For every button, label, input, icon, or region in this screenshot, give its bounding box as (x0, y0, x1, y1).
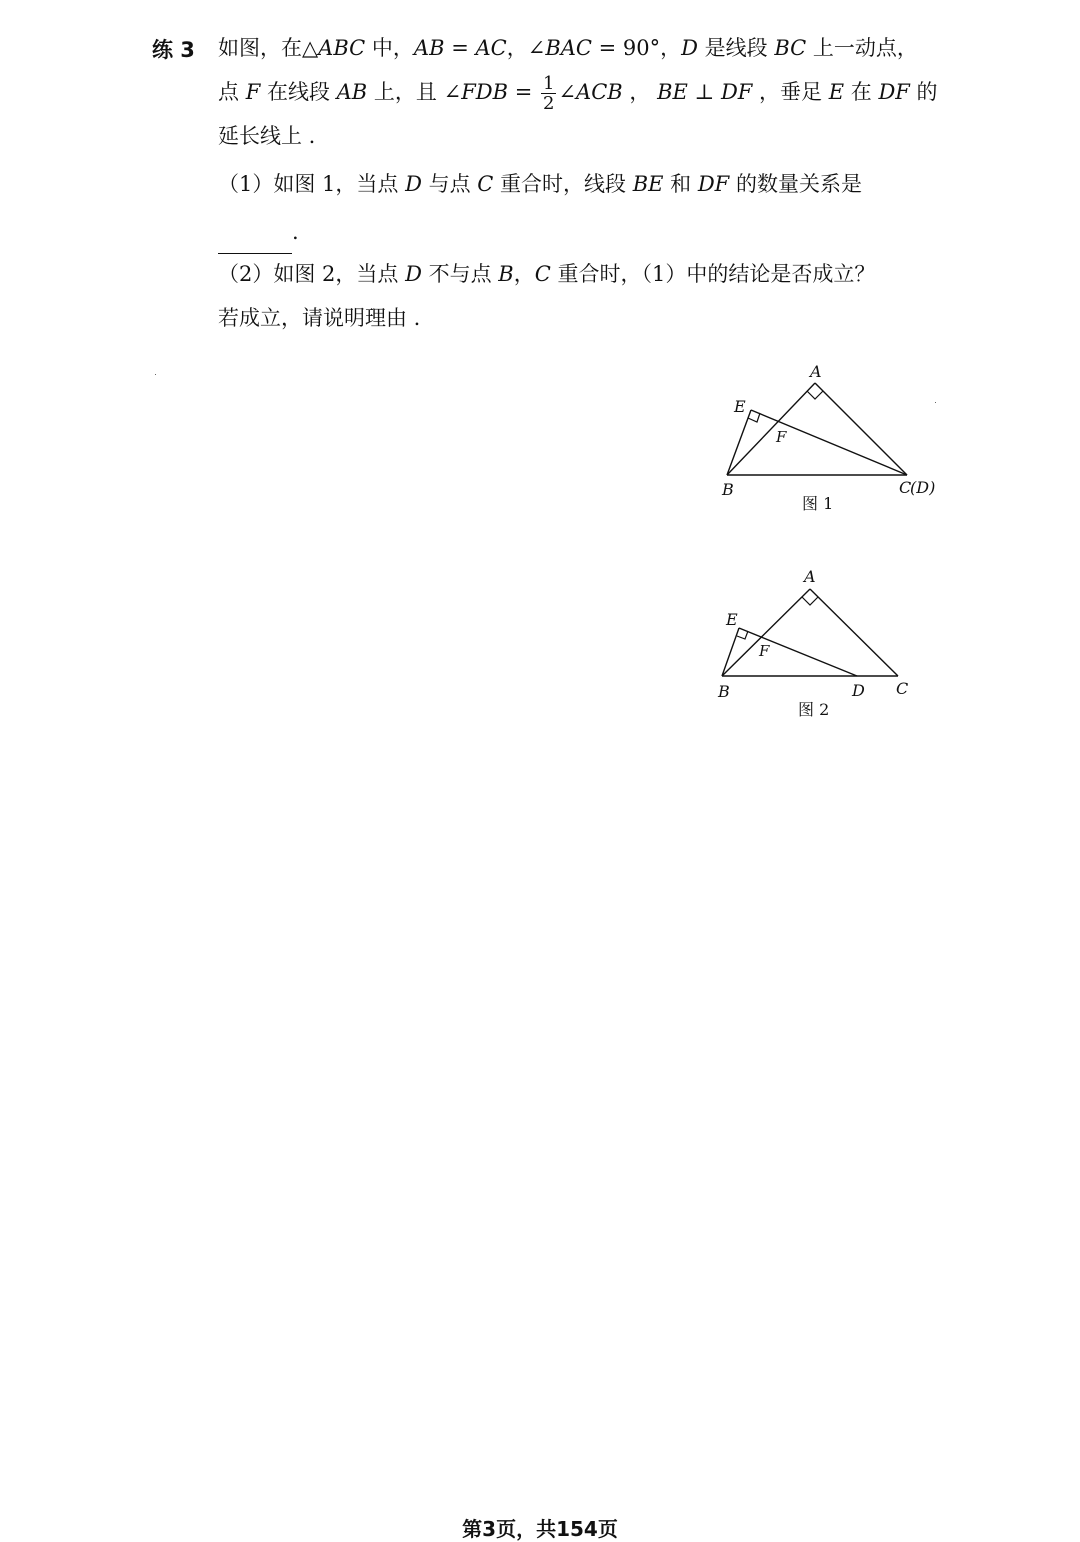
text: 点 (218, 80, 246, 104)
var: DF (878, 80, 910, 104)
statement-line-3: 延长线上 . (218, 124, 316, 148)
label-c: C (899, 478, 912, 497)
figure-1-caption: 图 1 (802, 494, 834, 513)
page-footer: 第3页，共154页 (462, 1517, 618, 1541)
fraction-denominator: 2 (542, 93, 555, 114)
text: 与点 (421, 172, 478, 196)
var: FDB (461, 80, 509, 104)
question-2 (218, 252, 875, 340)
text: = (508, 80, 539, 104)
segment-be (722, 628, 739, 676)
question-1 (218, 162, 862, 254)
question-2-line-1 (218, 252, 875, 296)
text: 在线段 (260, 80, 337, 104)
var: D (681, 36, 698, 60)
var: AB (336, 80, 368, 104)
var: ACB (576, 80, 623, 104)
answer-blank[interactable] (218, 231, 292, 254)
var: B (498, 262, 514, 286)
text: 和 (663, 172, 698, 196)
text: 在 (844, 80, 879, 104)
segment-ed (739, 628, 857, 676)
right-angle-mark-a (807, 391, 823, 399)
text: 如图，在△ (218, 36, 319, 60)
label-d: D (852, 681, 865, 700)
text: ， (622, 80, 658, 104)
label-d: (D) (910, 478, 936, 497)
answer-blank-line (218, 210, 862, 254)
segment-ab (722, 589, 810, 676)
var: AB (413, 36, 445, 60)
text: ⊥ (687, 80, 721, 104)
text: 重合时，（1）中的结论是否成立？ (550, 262, 876, 286)
text: 中， (365, 36, 414, 60)
text: = 90°， (591, 36, 682, 60)
scan-speck (935, 402, 936, 403)
right-angle-mark-a (802, 597, 818, 605)
label-a: A (804, 567, 816, 586)
text: 上一动点， (806, 36, 918, 60)
figure-2-caption: 图 2 (798, 700, 830, 719)
text: 不与点 (421, 262, 499, 286)
label-f: F (759, 642, 770, 660)
var: BE (632, 172, 664, 196)
statement-line-2 (218, 70, 938, 114)
var: BAC (545, 36, 592, 60)
fraction-numerator: 1 (542, 73, 555, 94)
label-e: E (734, 397, 746, 416)
text: . (292, 220, 299, 244)
var: BC (774, 36, 807, 60)
text: 的 (909, 80, 938, 104)
fraction-one-half (541, 74, 556, 113)
figure-1 (710, 355, 960, 520)
var: D (405, 172, 422, 196)
question-2-line-2: 若成立，请说明理由 . (218, 306, 421, 330)
var: DF (697, 172, 730, 196)
text: 是线段 (698, 36, 775, 60)
var: C (477, 172, 494, 196)
var: DF (720, 80, 753, 104)
text: ，∠ (506, 36, 546, 60)
text: = (444, 36, 476, 60)
segment-be (727, 410, 751, 475)
question-1-line-1 (218, 162, 862, 206)
text: （2）如图 2，当点 (218, 262, 406, 286)
text: ∠ (558, 80, 577, 104)
var: D (405, 262, 422, 286)
label-e: E (726, 610, 738, 629)
segment-ac (815, 383, 907, 475)
scan-speck (155, 374, 156, 375)
var: AC (475, 36, 507, 60)
var: F (245, 80, 261, 104)
var: E (828, 80, 845, 104)
label-f: F (776, 428, 787, 446)
right-angle-mark-e (737, 631, 748, 639)
figure-2 (710, 562, 930, 727)
problem-label: 练 3 (152, 38, 195, 62)
text: ， (513, 262, 535, 286)
text: （1）如图 1，当点 (218, 172, 406, 196)
text: ，垂足 (752, 80, 829, 104)
label-a: A (810, 362, 822, 381)
statement-line-1 (218, 26, 938, 70)
label-c: C (896, 679, 909, 698)
text: 上，且 ∠ (367, 80, 462, 104)
label-b: B (722, 480, 734, 499)
problem-statement (218, 26, 938, 158)
label-b: B (718, 682, 730, 701)
var: BE (657, 80, 688, 104)
text: 重合时，线段 (493, 172, 633, 196)
text: 的数量关系是 (729, 172, 862, 196)
var: ABC (318, 36, 366, 60)
var: C (534, 262, 551, 286)
segment-ed (751, 410, 907, 475)
